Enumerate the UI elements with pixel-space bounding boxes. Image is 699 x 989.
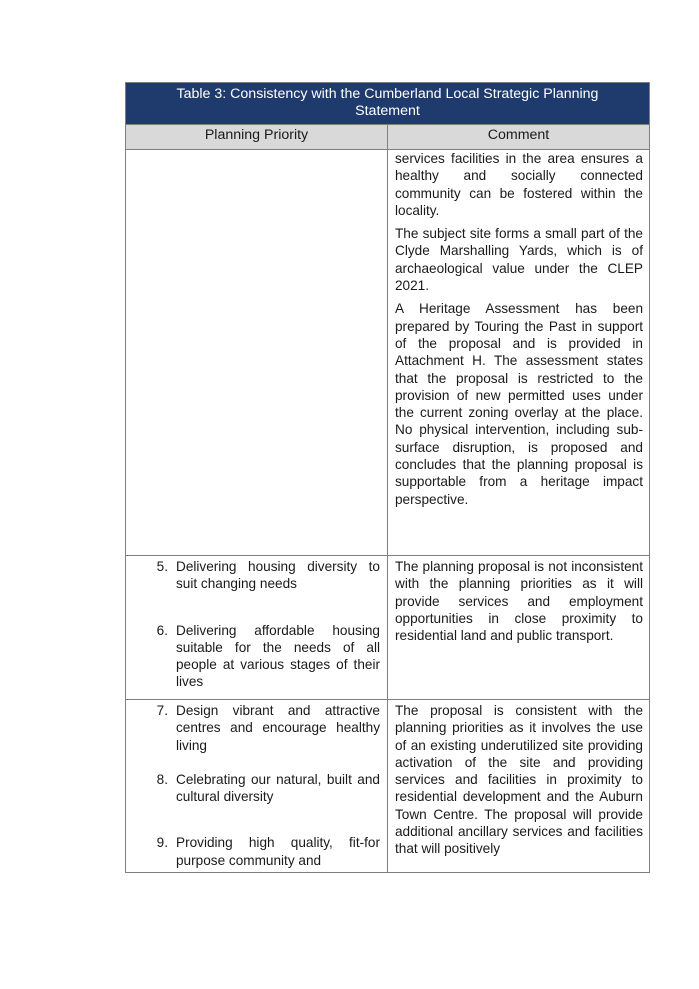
priority-cell xyxy=(126,556,388,699)
priority-cell xyxy=(126,700,388,872)
priority-text: Design vibrant and attractive centres and encourage healthy living xyxy=(176,703,380,753)
header-planning-priority: Planning Priority xyxy=(126,125,388,149)
table-row xyxy=(126,700,649,872)
priority-number: 5. xyxy=(156,559,168,574)
table-row xyxy=(126,150,649,556)
comment-paragraph: A Heritage Assessment has been prepared by Touring the Past in support of the proposal and is provided in Attachment H. The assessment states that the proposal is restricted to the provision of new permitted uses under the current zoning overlay at the place. No physical intervention, including sub-surface disruption, is proposed and concludes that the planning proposal is supportable from a heritage impact perspective. xyxy=(395,301,643,507)
comment-paragraph: services facilities in the area ensures a healthy and socially connected community can be fostered within the locality. xyxy=(395,151,643,218)
comment-paragraph: The proposal is consistent with the planning priorities as it involves the use of an existing underutilized site providing activation of the site and providing services and facilities in proximity to residential development and the Auburn Town Centre. The proposal will provide additional ancillary services and facilities that will positively xyxy=(395,703,643,857)
comment-cell xyxy=(388,700,649,872)
priority-cell xyxy=(126,150,388,555)
comment-cell xyxy=(388,556,649,699)
priority-number: 7. xyxy=(156,703,168,718)
priority-item xyxy=(126,771,380,806)
priority-item xyxy=(126,558,380,593)
comment-paragraph: The planning proposal is not inconsistent with the planning priorities as it will provide services and employment opportunities in close proximity to residential land and public transport. xyxy=(395,559,643,644)
priority-text: Delivering affordable housing suitable for the needs of all people at various stages of their lives xyxy=(176,622,380,690)
consistency-table xyxy=(125,82,650,873)
header-comment: Comment xyxy=(487,127,550,143)
priority-text: Delivering housing diversity to suit changing needs xyxy=(176,559,380,592)
table-header-row xyxy=(126,125,649,150)
priority-item xyxy=(126,702,380,754)
priority-text: Providing high quality, fit-for purpose community and xyxy=(176,835,380,868)
comment-paragraph: The subject site forms a small part of the Clyde Marshalling Yards, which is of archaeological value under the CLEP 2021. xyxy=(395,226,643,294)
priority-text: Celebrating our natural, built and cultural diversity xyxy=(176,771,380,805)
priority-number: 9. xyxy=(156,835,168,851)
priority-number: 8. xyxy=(156,771,168,787)
priority-number: 6. xyxy=(156,622,168,638)
priority-item xyxy=(126,622,380,691)
table-row xyxy=(126,556,649,700)
table-title: Table 3: Consistency with the Cumberland Local Strategic Planning Statement xyxy=(126,83,649,125)
comment-cell xyxy=(388,150,649,555)
priority-item xyxy=(126,834,380,869)
